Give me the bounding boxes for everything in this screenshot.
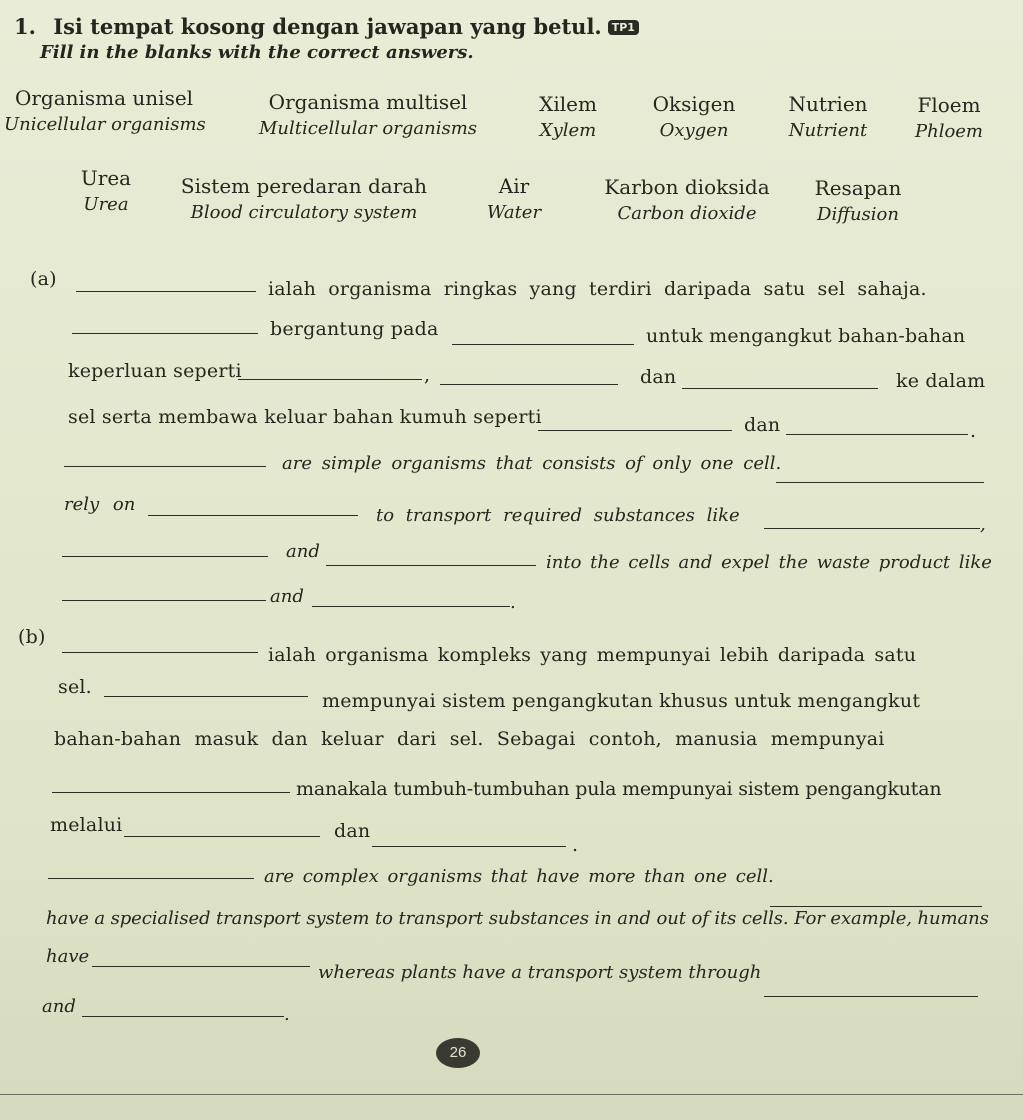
part-b-bm-line2a: sel.	[58, 676, 92, 698]
part-b-bm-line1: ialah organisma kompleks yang mempunyai lebih daripada satu	[268, 644, 917, 666]
part-b-en-line3a: have	[46, 946, 90, 967]
blank-a4[interactable]	[238, 379, 422, 380]
blank-b1[interactable]	[62, 652, 258, 653]
word-unicellular: Organisma unisel Unicellular organisms	[4, 86, 206, 135]
question-header	[14, 14, 639, 39]
question-subtitle: Fill in the blanks with the correct answers.	[40, 42, 474, 63]
blank-a5[interactable]	[440, 384, 618, 385]
part-b-bm-line5b: dan	[334, 820, 371, 842]
blank-b3-en[interactable]	[92, 966, 310, 967]
part-a-en-line4a: and	[270, 586, 304, 607]
word-urea: Urea Urea	[80, 166, 132, 215]
blank-b5-en[interactable]	[82, 1016, 284, 1017]
blank-a8[interactable]	[786, 434, 968, 435]
blank-a2[interactable]	[72, 333, 258, 334]
part-a-bm-line3b: dan	[640, 366, 677, 388]
blank-b2-en[interactable]	[770, 906, 982, 907]
word-nutrient: Nutrien Nutrient	[788, 92, 868, 141]
part-b-bm-line2b: mempunyai sistem pengangkutan khusus untuk mengangkut	[322, 690, 921, 712]
question-number: 1.	[14, 14, 36, 39]
blank-b2[interactable]	[104, 696, 308, 697]
word-phloem: Floem Phloem	[914, 93, 984, 142]
word-carbon-dioxide: Karbon dioksida Carbon dioxide	[604, 175, 770, 224]
blank-b4-en[interactable]	[764, 996, 978, 997]
word-xylem: Xilem Xylem	[539, 92, 597, 141]
page-number: 26	[436, 1038, 480, 1068]
part-a-bm-line1: ialah organisma ringkas yang terdiri daripada satu sel sahaja.	[268, 278, 927, 300]
blank-a3[interactable]	[452, 344, 634, 345]
blank-b3[interactable]	[52, 792, 290, 793]
part-a-bm-line4b: dan	[744, 414, 781, 436]
part-b-en-dot: .	[284, 1004, 290, 1025]
word-multicellular: Organisma multisel Multicellular organisms	[258, 90, 477, 139]
blank-a7[interactable]	[538, 430, 732, 431]
part-b-en-line4a: and	[42, 996, 76, 1017]
blank-a6[interactable]	[682, 388, 878, 389]
word-diffusion: Resapan Diffusion	[814, 176, 902, 225]
blank-a8-en[interactable]	[312, 606, 510, 607]
part-a-bm-line3c: ke dalam	[896, 370, 986, 392]
word-blood-circulatory-system: Sistem peredaran darah Blood circulatory system	[180, 174, 428, 223]
tp-level-badge: TP1	[608, 20, 639, 35]
part-a-en-line2b: to transport required substances like	[376, 505, 740, 526]
blank-b5[interactable]	[372, 846, 566, 847]
blank-a4-en[interactable]	[764, 528, 980, 529]
blank-a7-en[interactable]	[62, 600, 266, 601]
word-oxygen: Oksigen Oxygen	[652, 92, 736, 141]
part-a-label: (a)	[30, 268, 57, 290]
blank-b4[interactable]	[124, 836, 320, 837]
blank-a1-en[interactable]	[64, 466, 266, 467]
part-b-en-line2: have a specialised transport system to transport substances in and out of its cells. For example, humans	[46, 908, 989, 929]
blank-a3-en[interactable]	[148, 515, 358, 516]
part-a-bm-dot: .	[970, 420, 977, 442]
blank-a6-en[interactable]	[326, 565, 536, 566]
blank-a2-en[interactable]	[776, 482, 984, 483]
part-b-bm-dot: .	[572, 834, 579, 856]
blank-a1[interactable]	[76, 291, 256, 292]
part-b-bm-line5a: melalui	[50, 814, 123, 836]
part-a-en-line2a: rely on	[64, 494, 136, 515]
part-a-bm-line2a: bergantung pada	[270, 318, 439, 340]
blank-a5-en[interactable]	[62, 556, 268, 557]
part-a-bm-comma: ,	[424, 364, 431, 386]
part-a-bm-line4a: sel serta membawa keluar bahan kumuh seperti	[68, 406, 542, 428]
part-b-en-line3b: whereas plants have a transport system through	[318, 962, 762, 983]
page-rule	[0, 1094, 1023, 1095]
part-a-en-line1: are simple organisms that consists of only one cell.	[282, 453, 782, 474]
part-a-en-line3b: into the cells and expel the waste product like	[546, 552, 992, 573]
part-a-en-comma: ,	[980, 514, 986, 535]
part-a-en-line3a: and	[286, 541, 320, 562]
part-b-bm-line3: bahan-bahan masuk dan keluar dari sel. Sebagai contoh, manusia mempunyai	[54, 728, 885, 750]
blank-b1-en[interactable]	[48, 878, 254, 879]
part-b-label: (b)	[18, 626, 46, 648]
part-b-en-line1: are complex organisms that have more than one cell.	[264, 866, 774, 887]
part-a-en-dot: .	[510, 592, 516, 613]
word-water: Air Water	[486, 174, 542, 223]
part-a-bm-line2b: untuk mengangkut bahan-bahan	[646, 325, 966, 347]
question-title: Isi tempat kosong dengan jawapan yang betul.	[53, 14, 602, 39]
part-b-bm-line4: manakala tumbuh-tumbuhan pula mempunyai sistem pengangkutan	[296, 778, 942, 800]
part-a-bm-line3a: keperluan seperti	[68, 360, 242, 382]
